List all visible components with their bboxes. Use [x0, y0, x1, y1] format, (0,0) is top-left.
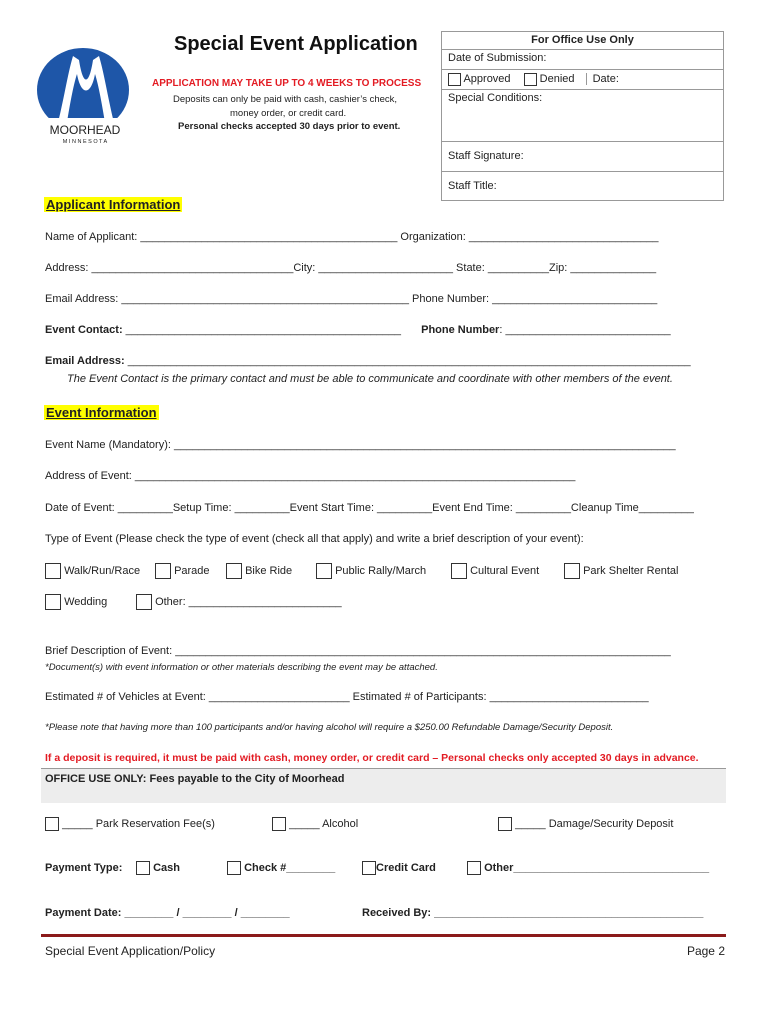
applicant-row-contact[interactable] [45, 324, 671, 336]
event-contact-label: Event Contact: [45, 324, 123, 336]
shelter-checkbox[interactable] [564, 563, 580, 579]
participants-note: *Please note that having more than 100 participants and/or having alcohol will require a $250.00 Refundable Damage/Security Deposit. [45, 722, 614, 733]
other-checkbox[interactable] [136, 594, 152, 610]
denied-checkbox[interactable] [524, 73, 537, 86]
payment-type-label: Payment Type: [45, 862, 123, 874]
contact-phone-line[interactable]: : ___________________________ [499, 324, 671, 336]
approval-row [442, 70, 723, 90]
deposit-note-1: Deposits can only be paid with cash, cashier’s check, [173, 94, 398, 105]
bike-label: Bike Ride [245, 564, 293, 577]
footer-rule [41, 934, 726, 937]
denied-label: Denied [539, 73, 575, 86]
bike-checkbox[interactable] [226, 563, 242, 579]
damage-checkbox[interactable] [498, 817, 512, 831]
wedding-checkbox[interactable] [45, 594, 61, 610]
event-type-wedding[interactable] [45, 594, 107, 610]
approved-label: Approved [463, 73, 511, 86]
decision-date-label: Date: [586, 73, 619, 85]
park-fee-label: _____ Park Reservation Fee(s) [62, 817, 215, 830]
event-type-walk[interactable] [45, 563, 140, 579]
cash-label: Cash [153, 861, 180, 874]
logo-text: MOORHEAD [49, 123, 121, 137]
moorhead-logo [33, 46, 137, 146]
contact-phone-label: Phone Number [421, 324, 500, 336]
payment-date-field[interactable]: Payment Date: ________ / ________ / ________ [45, 907, 290, 919]
office-use-box [441, 31, 724, 201]
check-item[interactable] [227, 861, 335, 875]
other-label[interactable]: Other: _________________________ [155, 595, 342, 608]
event-times-field[interactable]: Date of Event: _________Setup Time: _________Event Start Time: _________Event End Time: _________Cleanup Time_________ [45, 502, 694, 514]
footer-title: Special Event Application/Policy [45, 944, 216, 958]
logo-subtext: M I N N E S O T A [62, 139, 108, 145]
staff-title: Staff Title: [448, 180, 497, 192]
rally-label: Public Rally/March [335, 564, 427, 577]
event-heading-wrap [44, 405, 159, 420]
date-of-submission: Date of Submission: [442, 50, 723, 70]
credit-label: Credit Card [376, 861, 436, 874]
check-checkbox[interactable] [227, 861, 241, 875]
other-payment-item[interactable] [467, 861, 709, 875]
applicant-row-email[interactable]: Email Address: _______________________________________________ Phone Number: ___________________________ [45, 293, 658, 305]
alcohol-label: _____ Alcohol [289, 817, 359, 830]
cash-checkbox[interactable] [136, 861, 150, 875]
applicant-row-address[interactable]: Address: _________________________________City: ______________________ State: __________Zip: ______________ [45, 262, 657, 274]
event-contact-line[interactable]: _____________________________________________ [122, 324, 401, 336]
document-note: *Document(s) with event information or other materials describing the event may be attached. [45, 662, 438, 673]
event-type-shelter[interactable] [564, 563, 678, 579]
cultural-checkbox[interactable] [451, 563, 467, 579]
deposit-note-3: Personal checks accepted 30 days prior to event. [178, 121, 401, 132]
other-payment-label[interactable]: Other________________________________ [484, 861, 710, 874]
damage-item[interactable] [498, 817, 673, 831]
brief-description-field[interactable]: Brief Description of Event: _________________________________________________________________________________ [45, 645, 671, 657]
rally-checkbox[interactable] [316, 563, 332, 579]
alcohol-item[interactable] [272, 817, 358, 831]
park-fee-item[interactable] [45, 817, 215, 831]
parade-label: Parade [174, 564, 210, 577]
credit-item[interactable] [362, 861, 436, 875]
cash-item[interactable] [136, 861, 180, 875]
applicant-heading: Applicant Information [46, 197, 181, 212]
event-type-rally[interactable] [316, 563, 426, 579]
office-box-title: For Office Use Only [442, 32, 723, 50]
office-fees-title: OFFICE USE ONLY: Fees payable to the City of Moorhead [45, 773, 345, 785]
event-type-parade[interactable] [155, 563, 210, 579]
wedding-label: Wedding [64, 595, 108, 608]
applicant-row-name[interactable]: Name of Applicant: __________________________________________ Organization: _______________________________ [45, 231, 659, 243]
page-title: Special Event Application [174, 33, 418, 55]
applicant-heading-wrap [44, 197, 182, 212]
walk-label: Walk/Run/Race [64, 564, 141, 577]
estimates-field[interactable]: Estimated # of Vehicles at Event: _______________________ Estimated # of Participants: __________________________ [45, 691, 649, 703]
deposit-warning: If a deposit is required, it must be paid with cash, money order, or credit card – Personal checks only accepted 30 days in advance. [45, 752, 699, 764]
processing-warning: APPLICATION MAY TAKE UP TO 4 WEEKS TO PROCESS [152, 78, 422, 89]
event-heading: Event Information [46, 405, 157, 420]
other-payment-checkbox[interactable] [467, 861, 481, 875]
shelter-label: Park Shelter Rental [583, 564, 679, 577]
event-type-cultural[interactable] [451, 563, 539, 579]
alcohol-checkbox[interactable] [272, 817, 286, 831]
park-fee-checkbox[interactable] [45, 817, 59, 831]
check-label[interactable]: Check #________ [244, 861, 336, 874]
event-contact-note: The Event Contact is the primary contact and must be able to communicate and coordinate with other members of the event. [67, 373, 673, 385]
event-type-bike[interactable] [226, 563, 292, 579]
footer-page-number: Page 2 [686, 944, 725, 958]
event-name-field[interactable]: Event Name (Mandatory): __________________________________________________________________________________ [45, 439, 676, 451]
contact-email-label: Email Address: [45, 355, 125, 367]
staff-signature: Staff Signature: [442, 142, 723, 172]
event-address-field[interactable]: Address of Event: ________________________________________________________________________ [45, 470, 576, 482]
special-conditions: Special Conditions: [442, 90, 723, 142]
deposit-note-2: money order, or credit card. [230, 108, 347, 119]
applicant-row-contact-email[interactable] [45, 355, 691, 367]
approved-checkbox[interactable] [448, 73, 461, 86]
received-by-field[interactable]: Received By: ____________________________________________ [362, 907, 704, 919]
event-type-prompt: Type of Event (Please check the type of event (check all that apply) and write a brief description of your event): [45, 533, 584, 545]
contact-email-line[interactable]: ____________________________________________________________________________________________ [124, 355, 691, 367]
event-type-other[interactable] [136, 594, 342, 610]
parade-checkbox[interactable] [155, 563, 171, 579]
damage-label: _____ Damage/Security Deposit [515, 817, 674, 830]
walk-checkbox[interactable] [45, 563, 61, 579]
cultural-label: Cultural Event [470, 564, 540, 577]
credit-checkbox[interactable] [362, 861, 376, 875]
